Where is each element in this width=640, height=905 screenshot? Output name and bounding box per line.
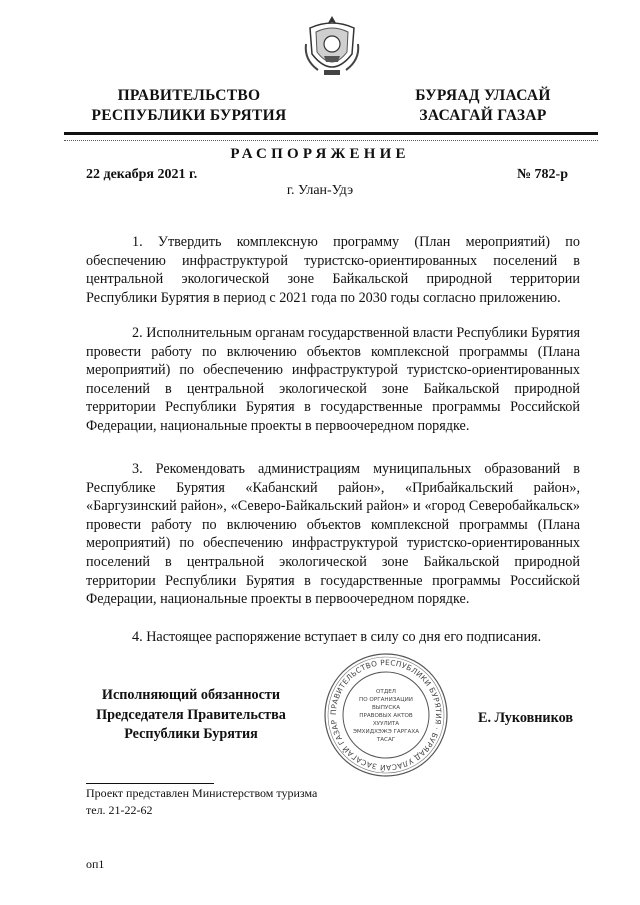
document-title: РАСПОРЯЖЕНИЕ (230, 146, 410, 162)
svg-text:ОТДЕЛ: ОТДЕЛ (376, 689, 396, 695)
svg-text:ТАСАГ: ТАСАГ (376, 737, 396, 743)
signatory-position-line-2: Председателя Правительства (96, 706, 286, 723)
order-date: 22 декабря 2021 г. (86, 167, 198, 182)
issuer-block-buryat (378, 86, 588, 126)
official-seal-stamp (322, 651, 450, 779)
coat-of-arms-emblem-icon (302, 14, 362, 80)
svg-text:ПРАВОВЫХ АКТОВ: ПРАВОВЫХ АКТОВ (359, 713, 413, 719)
order-number: № 782-р (516, 167, 568, 182)
signatory-position-line-1: Исполняющий обязанности (101, 687, 281, 703)
header-divider-dotted (64, 140, 598, 141)
svg-text:ПО ОРГАНИЗАЦИИ: ПО ОРГАНИЗАЦИИ (359, 697, 413, 703)
document-code: оп1 (86, 857, 105, 871)
svg-text:ХУУЛИТА: ХУУЛИТА (372, 721, 400, 727)
issuer-russian-line-2: РЕСПУБЛИКИ БУРЯТИЯ (91, 107, 287, 124)
seal-inner-text (353, 689, 419, 743)
issuer-buryat-line-1: БУРЯАД УЛАСАЙ (415, 87, 551, 104)
paragraph-3: 3. Рекомендовать администрациям муниципальных образований в Республике Бурятия «Кабанский район», «Прибайкальский район», «Баргузинский район», «Северо-Байкальский район» и «город Северобайкальск» провести работу по включению объектов комплексной программы (Плана мероприятий) по обеспечению инфраструктурой туристско-ориентированных поселений в центральной экологической зоне Байкальской природной территории Республики Бурятия в государственные программы Российской Федерации, национальные проекты в первоочередном порядке. (86, 461, 580, 608)
svg-text:ВЫПУСКА: ВЫПУСКА (371, 705, 401, 711)
signatory-position (84, 686, 298, 745)
seal-outer-text: ПРАВИТЕЛЬСТВО РЕСПУБЛИКИ БУРЯТИЯ · БУРЯАД УЛАСАЙ ЗАСАГАЙ ГАЗАР (328, 657, 444, 773)
order-city: г. Улан-Удэ (286, 183, 354, 198)
footnote-project-note: Проект представлен Министерством туризма (86, 786, 318, 800)
signatory-name: Е. Луковников (478, 710, 573, 726)
paragraph-1: 1. Утвердить комплексную программу (План мероприятий) по обеспечению инфраструктурой туристско-ориентированных поселений в центральной экологической зоне Байкальской природной территории Республики Бурятия в период с 2021 года по 2030 годы согласно приложению. (86, 234, 580, 306)
footnote-divider (86, 783, 214, 784)
signatory-position-line-3: Республики Бурятия (124, 726, 258, 742)
issuer-russian-line-1: ПРАВИТЕЛЬСТВО (117, 87, 261, 104)
paragraph-2: 2. Исполнительным органам государственной власти Республики Бурятия провести работу по включению объектов комплексной программы (Плана мероприятий) по обеспечению инфраструктурой туристско-ориентированных поселений в центральной экологической зоне Байкальской природной территории Республики Бурятия в государственные программы Российской Федерации, национальные проекты в первоочередном порядке. (86, 325, 580, 434)
footnote-phone: тел. 21-22-62 (86, 803, 153, 817)
svg-text:ЭМХИДХЭЖЭ ГАРГАХА: ЭМХИДХЭЖЭ ГАРГАХА (352, 729, 420, 735)
issuer-block-russian (84, 86, 294, 126)
paragraph-4: 4. Настоящее распоряжение вступает в силу со дня его подписания. (132, 629, 542, 645)
issuer-buryat-line-2: ЗАСАГАЙ ГАЗАР (419, 107, 547, 124)
header-divider-thick (64, 132, 598, 135)
